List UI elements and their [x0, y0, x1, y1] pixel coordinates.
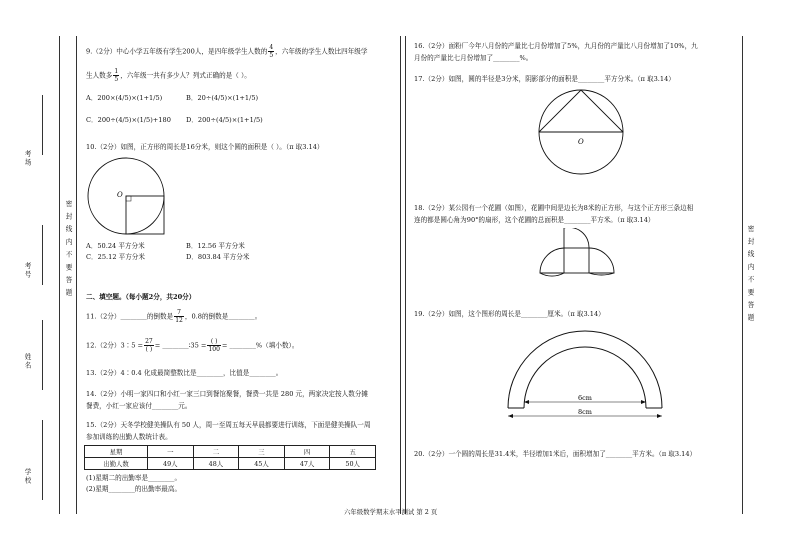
q18-line1: 18.（2分）某公园有一个花圃（如图），花圃中间是边长为8米的正方形，与这个正方形三条边相: [414, 204, 694, 212]
table-header-cell: 五: [330, 446, 376, 458]
q11-question: [86, 309, 261, 324]
q14-line2: 餐费，小红一家应该付________元。: [86, 402, 192, 410]
q15-sub2: (2)星期________的出勤率最高。: [86, 485, 182, 493]
table-cell: 出勤人数: [85, 458, 148, 470]
q19-inner-label: 6cm: [578, 394, 592, 402]
table-header-cell: 一: [148, 446, 194, 458]
q11-frac-num: 7: [174, 309, 184, 317]
column-divider: [400, 36, 401, 514]
q19-figure: [500, 322, 670, 422]
q12-question: [86, 338, 298, 353]
q9-frac2-den: 5: [114, 76, 119, 83]
school-label: 学校: [23, 468, 31, 486]
left-margin-line: [59, 36, 60, 514]
table-header-cell: 四: [284, 446, 330, 458]
q15-line2: 参加训练的出勤人数统计表。: [86, 433, 172, 441]
exam-room-line: [42, 95, 43, 155]
q12-fraction-1: [144, 338, 154, 353]
table-cell: 47人: [284, 458, 330, 470]
exam-room-label: 考场: [23, 150, 31, 168]
right-margin-line: [742, 36, 743, 514]
q9-fraction-1: [268, 44, 274, 59]
q19-outer-label: 8cm: [578, 408, 592, 416]
q9-text-a: 9.（2分）中心小学五年级有学生200人，是四年级学生人数的: [86, 47, 268, 56]
name-label: 姓名: [23, 353, 31, 371]
q9-text-b: ，六年级的学生人数比四年级学: [275, 47, 368, 56]
exam-number-label: 考号: [23, 262, 31, 280]
q20-question: 20.（2分）一个圆的周长是31.4米，半径增加1米后，面积增加了________平方米。（π 取3.14）: [414, 450, 697, 458]
q13-question: 13.（2分）4∶0.4 化成最简整数比是________，比值是________。: [86, 369, 283, 377]
q10-question: 10.（2分）如图，正方形的周长是16分米，则这个圆的面积是（ ）。（π 取3.14）: [86, 143, 324, 151]
exam-number-line: [42, 225, 43, 285]
seal-text-right: 密 封 线 内 不 要 答 题: [746, 225, 754, 323]
q12-text-a: 12.（2分）3∶5 =: [86, 341, 144, 350]
table-row: [85, 458, 376, 470]
q10-figure: [84, 155, 184, 237]
attendance-table: [84, 445, 376, 470]
q12-f2-den: 100: [208, 346, 220, 353]
q14-line1: 14.（2分）小明一家四口和小红一家三口到餐馆聚餐，餐费一共是 280 元，两家决定按人数分摊: [86, 390, 369, 398]
q9-option-b: B．20÷(4/5)×(1+1/5): [186, 94, 259, 102]
q12-f1-num: 27: [145, 338, 153, 345]
q11-frac-den: 12: [175, 317, 183, 324]
table-header-cell: 二: [193, 446, 239, 458]
q17-figure: [535, 86, 627, 182]
table-cell: 50人: [330, 458, 376, 470]
q9-option-a: A．200×(4/5)×(1+1/5): [86, 94, 163, 102]
table-cell: 45人: [239, 458, 285, 470]
table-cell: 48人: [193, 458, 239, 470]
q16-line1: 16.（2分）面粉厂今年八月份的产量比七月份增加了5%，九月份的产量比八月份增加了10%，九: [414, 42, 698, 50]
q12-fraction-2: [207, 338, 220, 353]
q9-fraction-2: [113, 68, 119, 83]
name-line: [42, 320, 43, 390]
q12-text-b: = ________∶35 =: [154, 341, 207, 350]
q10-center-label: O: [117, 191, 123, 199]
q12-f1-den: ( ): [145, 346, 153, 353]
q15-sub1: (1)星期二的出勤率是________。: [86, 474, 182, 482]
page-footer: 六年级数学期末水平测试 第 2 页: [344, 508, 438, 516]
q11-text-a: 11.（2分）________的倒数是: [86, 312, 174, 321]
q9-frac1-den: 5: [269, 52, 274, 59]
table-header-cell: 星期: [85, 446, 148, 458]
q10-option-c: C．25.12 平方分米: [86, 253, 145, 261]
q10-option-b: B．12.56 平方分米: [186, 242, 245, 250]
q15-line1: 15.（2分）天冬学校健美操队有 50 人，周一至周五每天早晨都要进行训练，下面是健美操队一周: [86, 421, 371, 429]
q9-line2: [86, 68, 251, 83]
seal-text-left: 密 封 线 内 不 要 答 题: [64, 200, 72, 298]
q9-line1: [86, 44, 367, 59]
q18-line2: 连的都是圆心角为90°的扇形，这个花圃的总面积是________平方米。（π 取3.14）: [414, 216, 655, 224]
q18-figure: [538, 228, 618, 290]
q11-fraction: [174, 309, 184, 324]
school-line: [42, 420, 43, 500]
table-cell: 49人: [148, 458, 194, 470]
section-2-title: 二、填空题。（每小题2分，共20分）: [86, 293, 196, 301]
q19-question: 19.（2分）如图，这个图形的周长是________厘米。（π 取3.14）: [414, 310, 605, 318]
q10-option-a: A．50.24 平方分米: [86, 242, 145, 250]
q9-option-d: D．200÷(4/5)×(1+1/5): [186, 116, 263, 124]
q9-option-c: C．200÷(4/5)×(1/5)+180: [86, 116, 171, 124]
q9-text-c: 生人数多: [86, 71, 113, 80]
column-divider-2: [405, 36, 406, 514]
q9-frac1-num: 4: [269, 44, 274, 51]
left-margin-line-2: [76, 36, 77, 514]
q11-text-b: ，0.8的倒数是________。: [184, 312, 262, 321]
q9-text-d: ，六年级一共有多少人？列式正确的是（ ）。: [120, 71, 251, 80]
q16-line2: 月份的产量比七月份增加了________%。: [414, 54, 533, 62]
q12-f2-num: ( ): [207, 338, 220, 346]
q9-frac2-num: 1: [114, 68, 119, 75]
q10-option-d: D．803.84 平方分米: [186, 253, 250, 261]
q12-text-c: = ________%（填小数）。: [221, 341, 299, 350]
table-header-row: [85, 446, 376, 458]
q17-center-label: O: [578, 138, 584, 146]
q17-question: 17.（2分）如图，圆的半径是3分米，阴影部分的面积是________平方分米。（π 取3.14）: [414, 75, 675, 83]
table-header-cell: 三: [239, 446, 285, 458]
